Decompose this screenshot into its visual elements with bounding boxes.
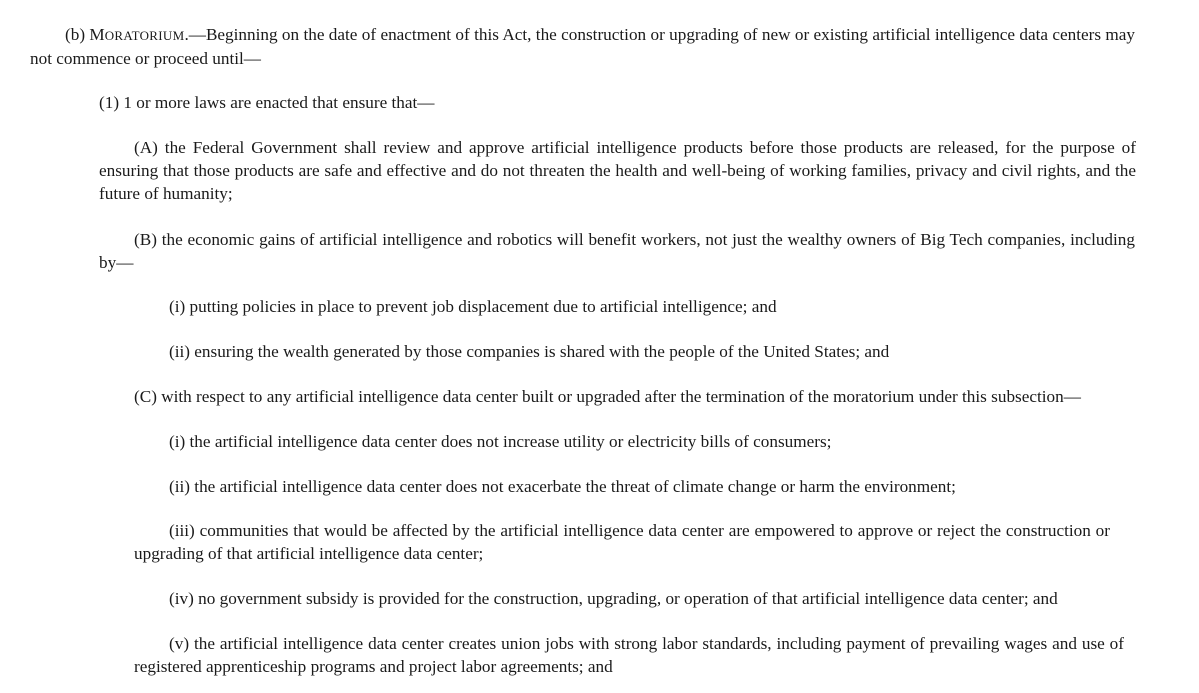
clause-c-i: (i) the artificial intelligence data center does not increase utility or electricity bills of consumers; xyxy=(169,432,832,451)
clause-c-v: (v) the artificial intelligence data center creates union jobs with strong labor standards, including payment of prevailing wages and use of registered apprenticeship programs and project labor agreements; and xyxy=(134,634,1124,676)
clause-b-i: (i) putting policies in place to prevent job displacement due to artificial intelligence; and xyxy=(169,297,777,316)
clause-c-iii: (iii) communities that would be affected by the artificial intelligence data center are empowered to approve or reject the construction or upgrading of that artificial intelligence data center; xyxy=(134,521,1110,563)
subsection-heading-initial: M xyxy=(89,25,105,44)
subsection-b xyxy=(30,23,1135,70)
clause-c-ii: (ii) the artificial intelligence data center does not exacerbate the threat of climate change or harm the environment; xyxy=(169,477,956,496)
subsection-heading xyxy=(89,25,184,44)
clause-c-iv: (iv) no government subsidy is provided for the construction, upgrading, or operation of that artificial intelligence data center; and xyxy=(169,589,1058,608)
clause-b-ii: (ii) ensuring the wealth generated by those companies is shared with the people of the United States; and xyxy=(169,342,890,361)
subsection-text: Beginning on the date of enactment of this Act, the construction or upgrading of new or existing artificial intelligence data centers may not commence or proceed until— xyxy=(30,25,1135,68)
subsection-heading-rest: ORATORIUM xyxy=(104,28,185,43)
subparagraph-c: (C) with respect to any artificial intelligence data center built or upgraded after the termination of the moratorium under this subsection— xyxy=(134,387,1081,406)
subparagraph-b: (B) the economic gains of artificial intelligence and robotics will benefit workers, not just the wealthy owners of Big Tech companies, including by— xyxy=(99,230,1135,272)
paragraph-1: (1) 1 or more laws are enacted that ensure that— xyxy=(99,93,435,112)
subsection-designation: (b) xyxy=(65,25,86,44)
subsection-heading-punctuation: .— xyxy=(184,25,206,44)
subparagraph-a: (A) the Federal Government shall review and approve artificial intelligence products before those products are released, for the purpose of ensuring that those products are safe and effective and do not threaten the health and well-being of working families, privacy and civil rights, and the future of humanity; xyxy=(99,138,1136,203)
